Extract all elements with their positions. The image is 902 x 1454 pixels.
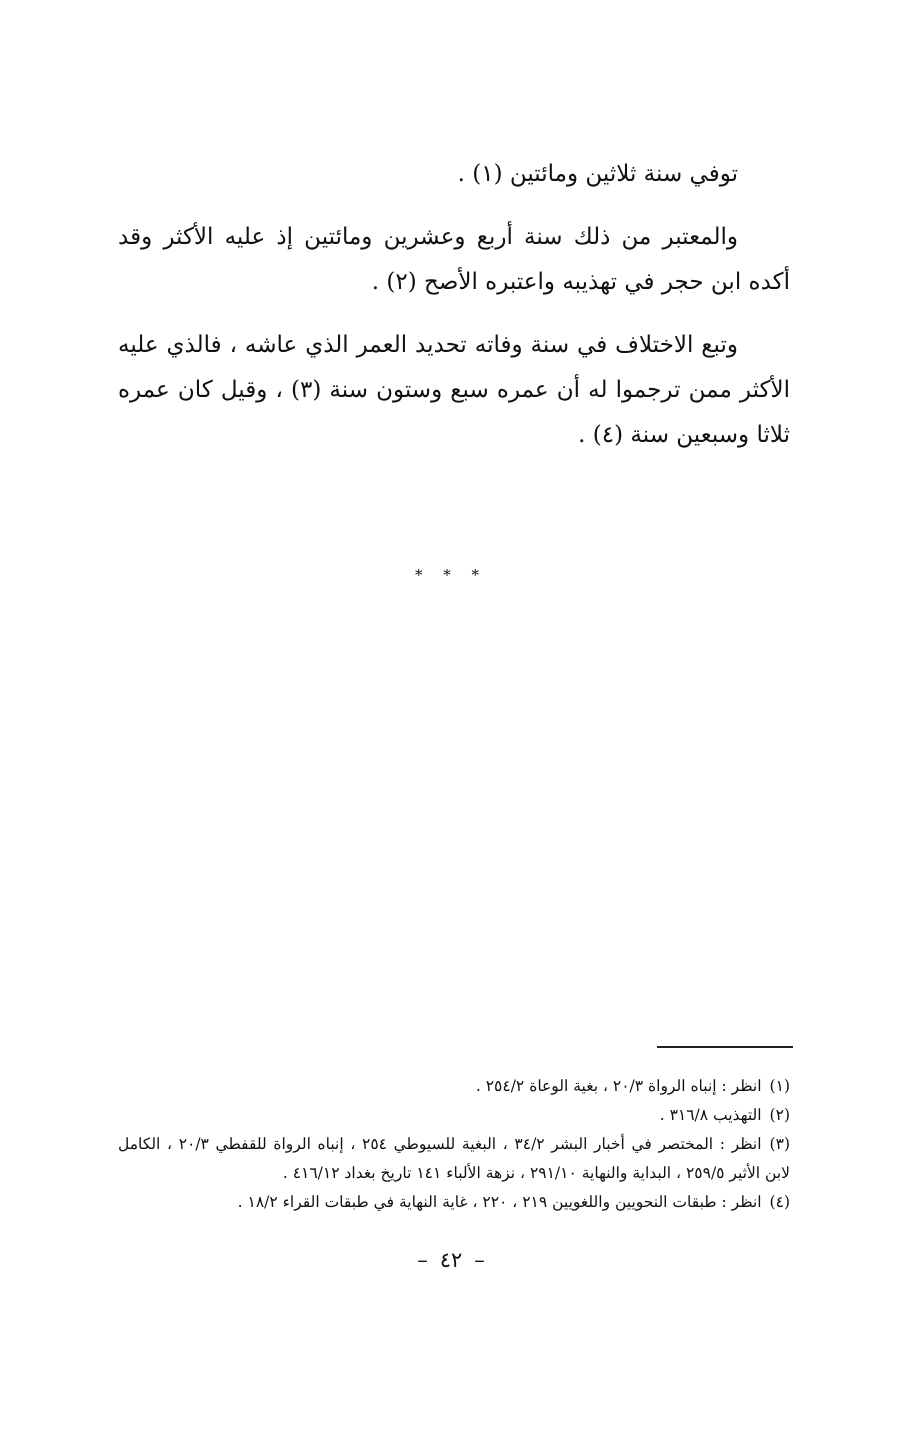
dash-right: – xyxy=(417,1248,428,1272)
footnote-text: انظر : إنباه الرواة ٢٠/٣ ، بغية الوعاة ٢٥٤/٢ . xyxy=(475,1077,762,1095)
footnote-divider xyxy=(657,1046,793,1048)
footnote-number: (١) xyxy=(769,1077,790,1095)
dash-left: – xyxy=(474,1248,485,1272)
footnote-1 xyxy=(118,1072,790,1101)
page-number xyxy=(0,1248,902,1272)
footnote-text: التهذيب ٣١٦/٨ . xyxy=(659,1106,762,1124)
footnote-3 xyxy=(118,1130,790,1188)
footnote-text: انظر : المختصر في أخبار البشر ٣٤/٢ ، البغية للسيوطي ٢٥٤ ، إنباه الرواة للقفطي ٢٠/٣ ، الكامل لابن الأثير ٢٥٩/٥ ، البداية والنهاية ٢٩١/١٠ ، نزهة الألباء ١٤١ تاريخ بغداد ٤١٦/١٢ . xyxy=(118,1135,790,1182)
footnotes xyxy=(118,1072,790,1217)
paragraph-2: والمعتبر من ذلك سنة أربع وعشرين ومائتين إذ عليه الأكثر وقد أكده ابن حجر في تهذيبه واعتبره الأصح (٢) . xyxy=(118,224,790,295)
footnote-text: انظر : طبقات النحويين واللغويين ٢١٩ ، ٢٢٠ ، غاية النهاية في طبقات القراء ١٨/٢ . xyxy=(237,1193,762,1211)
paragraph-3: وتبع الاختلاف في سنة وفاته تحديد العمر الذي عاشه ، فالذي عليه الأكثر ممن ترجموا له أن عمره سبع وستون سنة (٣) ، وقيل كان عمره ثلاثا وسبعين سنة (٤) . xyxy=(118,332,790,448)
footnote-number: (٤) xyxy=(769,1193,790,1211)
footnote-4 xyxy=(118,1188,790,1217)
footnote-number: (٣) xyxy=(769,1135,790,1153)
page-number-value: ٤٢ xyxy=(439,1248,463,1272)
footnote-number: (٢) xyxy=(769,1106,790,1124)
paragraph-1: توفي سنة ثلاثين ومائتين (١) . xyxy=(457,161,738,187)
main-text xyxy=(118,152,790,476)
footnote-2 xyxy=(118,1101,790,1130)
section-separator: * * * xyxy=(414,566,488,584)
